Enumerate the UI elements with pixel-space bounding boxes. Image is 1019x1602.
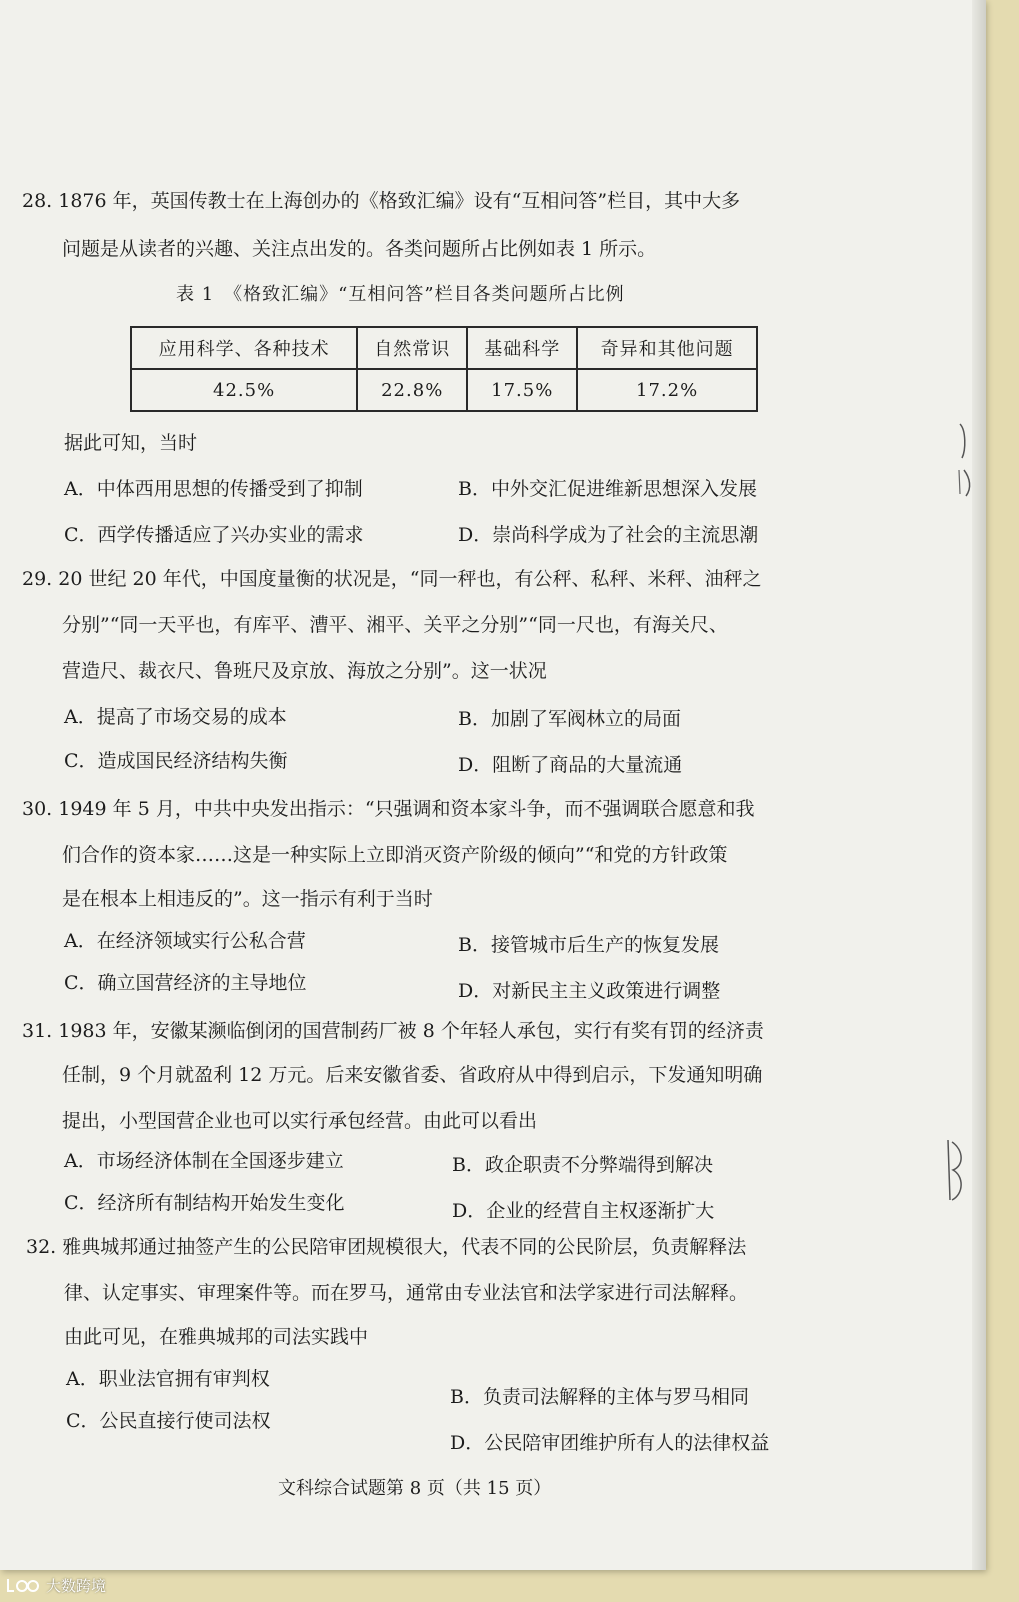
q28-line-1: 28. 1876 年，英国传教士在上海创办的《格致汇编》设有“互相问答”栏目，其中大多 bbox=[22, 190, 741, 212]
q28-stem-end: 据此可知，当时 bbox=[64, 432, 198, 454]
q31-option-d: D．企业的经营自主权逐渐扩大 bbox=[452, 1200, 715, 1222]
table-header-cell: 基础科学 bbox=[467, 327, 577, 369]
table-header-cell: 奇异和其他问题 bbox=[577, 327, 757, 369]
q29-option-b: B．加剧了军阀林立的局面 bbox=[458, 708, 681, 730]
pencil-mark-icon bbox=[950, 410, 980, 500]
table-header-cell: 自然常识 bbox=[357, 327, 467, 369]
q28-table-caption: 表 1 《格致汇编》“互相问答”栏目各类问题所占比例 bbox=[176, 284, 625, 305]
table-row bbox=[131, 369, 757, 411]
pencil-mark-icon bbox=[940, 1130, 970, 1210]
q32-line-3: 由此可见，在雅典城邦的司法实践中 bbox=[64, 1326, 369, 1348]
q29-line-2: 分别”“同一天平也，有库平、漕平、湘平、关平之分别”“同一尺也，有海关尺、 bbox=[62, 614, 728, 636]
q29-option-c: C．造成国民经济结构失衡 bbox=[64, 750, 288, 772]
q31-line-3: 提出，小型国营企业也可以实行承包经营。由此可以看出 bbox=[62, 1110, 538, 1132]
table-value-cell: 17.5% bbox=[467, 369, 577, 411]
q28-option-b: B．中外交汇促进维新思想深入发展 bbox=[458, 478, 757, 500]
watermark-text: 大数跨境 bbox=[46, 1576, 107, 1595]
q28-option-a: A．中体西用思想的传播受到了抑制 bbox=[64, 478, 363, 500]
q29-option-a: A．提高了市场交易的成本 bbox=[64, 706, 287, 728]
q29-line-1: 29. 20 世纪 20 年代，中国度量衡的状况是，“同一秤也，有公秤、私秤、米秤、油秤之 bbox=[22, 568, 762, 590]
q32-option-a: A．职业法官拥有审判权 bbox=[66, 1368, 270, 1390]
q28-table bbox=[130, 326, 758, 412]
q30-option-d: D．对新民主主义政策进行调整 bbox=[458, 980, 721, 1002]
q31-option-b: B．政企职责不分弊端得到解决 bbox=[452, 1154, 713, 1176]
watermark bbox=[6, 1572, 106, 1598]
table-header-cell: 应用科学、各种技术 bbox=[131, 327, 357, 369]
q30-option-a: A．在经济领域实行公私合营 bbox=[64, 930, 306, 952]
q30-line-3: 是在根本上相违反的”。这一指示有利于当时 bbox=[62, 888, 433, 910]
q30-line-1: 30. 1949 年 5 月，中共中央发出指示：“只强调和资本家斗争，而不强调联合愿意和我 bbox=[22, 798, 755, 820]
q32-option-d: D．公民陪审团维护所有人的法律权益 bbox=[450, 1432, 770, 1454]
q32-option-c: C．公民直接行使司法权 bbox=[66, 1410, 271, 1432]
q29-option-d: D．阻断了商品的大量流通 bbox=[458, 754, 683, 776]
q32-option-b: B．负责司法解释的主体与罗马相同 bbox=[450, 1386, 749, 1408]
q30-option-b: B．接管城市后生产的恢复发展 bbox=[458, 934, 719, 956]
q31-line-2: 任制，9 个月就盈利 12 万元。后来安徽省委、省政府从中得到启示，下发通知明确 bbox=[62, 1064, 763, 1086]
q28-line-2: 问题是从读者的兴趣、关注点出发的。各类问题所占比例如表 1 所示。 bbox=[62, 238, 657, 260]
q30-line-2: 们合作的资本家……这是一种实际上立即消灭资产阶级的倾向”“和党的方针政策 bbox=[62, 844, 728, 866]
q31-line-1: 31. 1983 年，安徽某濒临倒闭的国营制药厂被 8 个年轻人承包，实行有奖有罚的经济责 bbox=[22, 1020, 764, 1042]
q30-option-c: C．确立国营经济的主导地位 bbox=[64, 972, 307, 994]
q32-line-1: 32. 雅典城邦通过抽签产生的公民陪审团规模很大，代表不同的公民阶层，负责解释法 bbox=[26, 1236, 747, 1258]
watermark-logo-icon bbox=[6, 1576, 40, 1594]
table-value-cell: 17.2% bbox=[577, 369, 757, 411]
q31-option-a: A．市场经济体制在全国逐步建立 bbox=[64, 1150, 344, 1172]
table-value-cell: 22.8% bbox=[357, 369, 467, 411]
q28-option-d: D．崇尚科学成为了社会的主流思潮 bbox=[458, 524, 759, 546]
q29-line-3: 营造尺、裁衣尺、鲁班尺及京放、海放之分别”。这一状况 bbox=[62, 660, 547, 682]
page-footer: 文科综合试题第 8 页（共 15 页） bbox=[278, 1478, 552, 1499]
q31-option-c: C．经济所有制结构开始发生变化 bbox=[64, 1192, 345, 1214]
table-value-cell: 42.5% bbox=[131, 369, 357, 411]
q28-option-c: C．西学传播适应了兴办实业的需求 bbox=[64, 524, 364, 546]
q32-line-2: 律、认定事实、审理案件等。而在罗马，通常由专业法官和法学家进行司法解释。 bbox=[64, 1282, 749, 1304]
table-header-row bbox=[131, 327, 757, 369]
